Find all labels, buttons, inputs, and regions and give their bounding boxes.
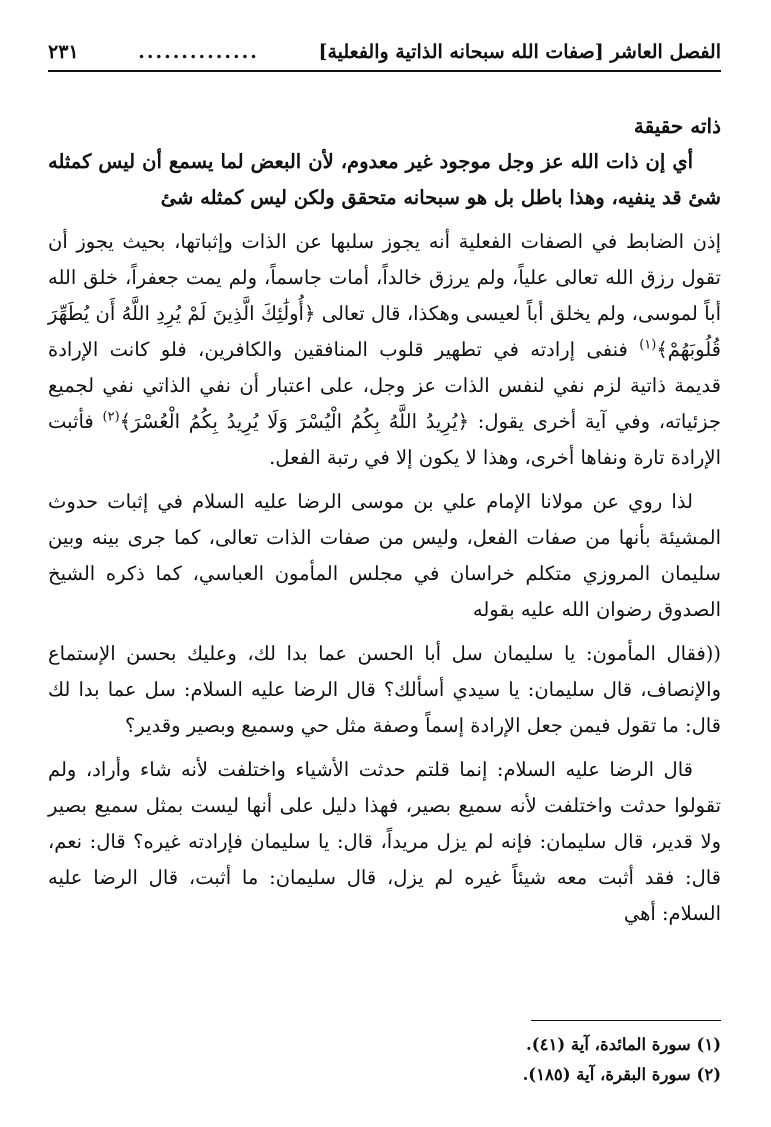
paragraph-2-part-b: فنفى إرادته في تطهير قلوب المنافقين والكافرين، فلو كانت الإرادة قديمة ذاتية لزم نفي لنفس الذات عز وجل، على اعتبار أن نفي الذاتي نفي لجميع جزئياته، وفي آية أخرى يقول: ﴿يُرِيدُ اللَّهُ بِكُمُ الْيُسْرَ وَلَا يُرِيدُ بِكُمُ الْعُسْرَ﴾ xyxy=(48,338,721,433)
header-leader-dots: .............. xyxy=(138,41,259,63)
page-number: ٢٣١ xyxy=(48,41,79,63)
paragraph-4: ((فقال المأمون: يا سليمان سل أبا الحسن عما بدا لك، وعليك بحسن الإستماع والإنصاف، قال سليمان: يا سيدي أسألك؟ قال الرضا عليه السلام: سل عما بدا لك قال: ما تقول فيمن جعل الإرادة إسماً وصفة مثل حي وسميع وبصير وقدير؟ xyxy=(48,642,721,737)
running-header xyxy=(48,34,721,72)
footnote-ref-2: (٢) xyxy=(102,409,120,425)
footnotes xyxy=(400,1030,721,1090)
paragraph-2-part-c: فأثبت الإرادة تارة ونفاها أخرى، وهذا لا يكون إلا في رتبة الفعل. xyxy=(48,410,721,469)
paragraph-1: أي إن ذات الله عز وجل موجود غير معدوم، لأن البعض لما يسمع أن ليس كمثله شئ قد ينفيه، وهذا باطل بل هو سبحانه متحقق ولكن ليس كمثله شئ xyxy=(48,150,721,209)
paragraph-3: لذا روي عن مولانا الإمام علي بن موسى الرضا عليه السلام في إثبات حدوث المشيئة بأنها من صفات الفعل، وليس من صفات الذات تعالى، كما جرى بينه وبين سليمان المروزي متكلم خراسان في مجلس المأمون العباسي، كما ذكره الشيخ الصدوق رضوان الله عليه بقوله xyxy=(48,490,721,621)
footnote-divider xyxy=(531,1020,721,1021)
paragraph-2 xyxy=(48,224,721,476)
paragraph-2-part-a: إذن الضابط في الصفات الفعلية أنه يجوز سلبها عن الذات وإثباتها، بحيث يجوز أن تقول رزق الله تعالى علياً، ولم يرزق خالداً، أمات جاسماً، ولم يمت جعفراً، خلق الله أباً لموسى، ولم يخلق أباً لعيسى وهكذا، قال تعالى ﴿أُولَٰئِكَ الَّذِينَ لَمْ يُرِدِ اللَّهُ أَن يُطَهِّرَ قُلُوبَهُمْ﴾ xyxy=(48,230,721,361)
chapter-title: الفصل العاشر [صفات الله سبحانه الذاتية والفعلية] xyxy=(318,41,721,63)
footnote-1: (١) سورة المائدة، آية (٤١). xyxy=(526,1035,721,1054)
page-body xyxy=(48,108,721,940)
paragraph-5: قال الرضا عليه السلام: إنما قلتم حدثت الأشياء واختلفت لأنه شاء وأراد، ولم تقولوا حدثت واختلفت لأنه سميع بصير، فهذا دليل على أنها ليست بمثل سميع بصير ولا قدير، قال سليمان: فإنه لم يزل مريداً، قال: يا سليمان فإرادته غيره؟ قال: نعم، قال: فقد أثبت معه شيئاً غيره لم يزل، قال سليمان: ما أثبت، قال الرضا عليه السلام: أهي xyxy=(48,758,721,925)
footnote-2: (٢) سورة البقرة، آية (١٨٥). xyxy=(522,1065,721,1084)
footnote-ref-1: (١) xyxy=(639,337,657,353)
section-heading: ذاته حقيقة xyxy=(633,114,721,138)
